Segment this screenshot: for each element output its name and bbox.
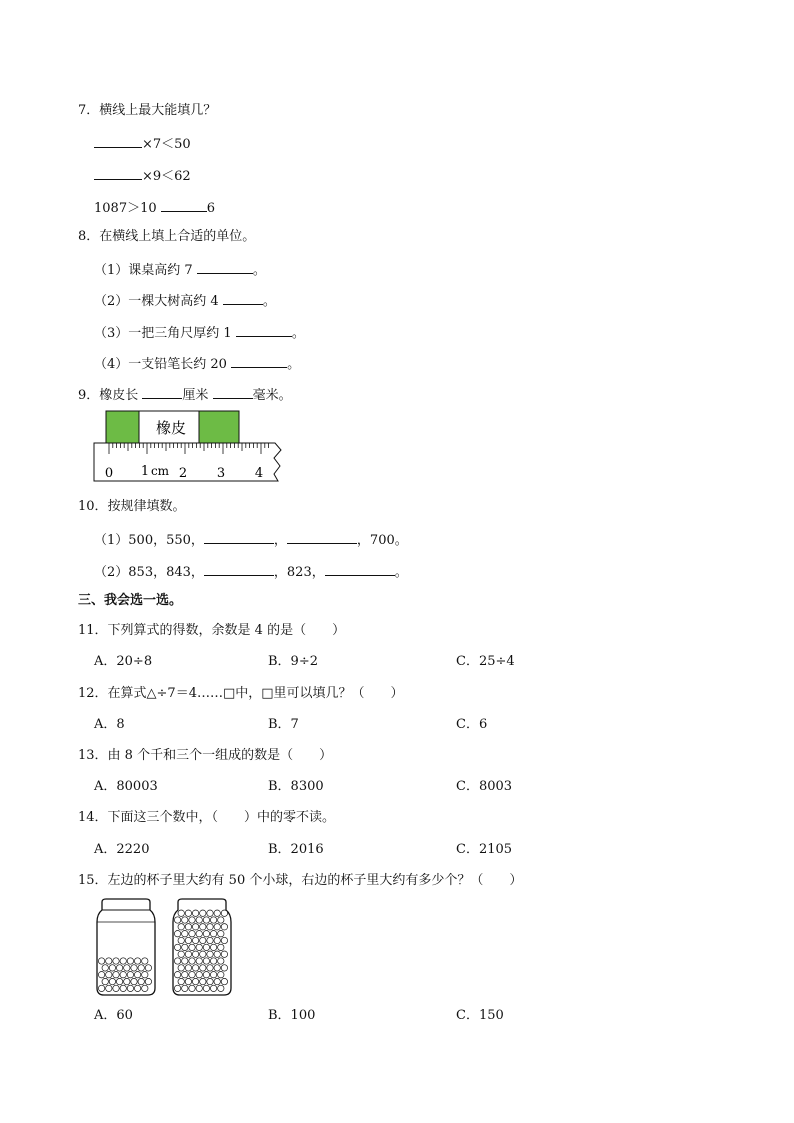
- ball: [210, 958, 216, 964]
- q12-option-b[interactable]: B．7: [268, 717, 299, 732]
- ball: [113, 972, 119, 978]
- ball: [127, 972, 133, 978]
- q12-option-a[interactable]: A．8: [94, 717, 125, 732]
- ball: [203, 917, 209, 923]
- ruler-label-4: 4: [254, 466, 264, 481]
- q8-item-1: [94, 259, 266, 280]
- ball: [182, 958, 188, 964]
- ball: [218, 985, 224, 991]
- ball: [120, 972, 126, 978]
- ball: [124, 965, 130, 971]
- ball: [178, 910, 184, 916]
- q9-unit-cm: 厘米: [182, 388, 209, 403]
- q11-option-c[interactable]: C．25÷4: [456, 654, 515, 669]
- q14-option-c[interactable]: C．2105: [456, 842, 513, 857]
- ball: [192, 910, 198, 916]
- q7-title: 7．横线上最大能填几？: [78, 103, 217, 118]
- answer-blank[interactable]: [94, 165, 142, 180]
- left-jar-figure: [92, 898, 160, 998]
- q14-option-a[interactable]: A．2220: [94, 842, 150, 857]
- q10-row-1: [94, 529, 408, 550]
- ball: [185, 937, 191, 943]
- ball: [178, 937, 184, 943]
- ball: [218, 958, 224, 964]
- q10-row-2-pre: （2）853，843，: [94, 565, 204, 580]
- ball: [134, 985, 140, 991]
- eraser-label: 橡皮: [155, 419, 187, 437]
- answer-blank[interactable]: [287, 529, 357, 544]
- ball: [196, 985, 202, 991]
- ruler-label-2: 2: [178, 466, 188, 481]
- ball: [134, 958, 140, 964]
- q15-option-c[interactable]: C．150: [456, 1008, 504, 1023]
- left-jar-balls: [98, 958, 151, 992]
- ball: [200, 937, 206, 943]
- ball: [106, 972, 112, 978]
- q7-row-3-pre: 1087＞10: [94, 201, 157, 216]
- ball: [221, 910, 227, 916]
- ball: [102, 978, 108, 984]
- ball: [214, 965, 220, 971]
- ball: [214, 924, 220, 930]
- answer-blank[interactable]: [204, 561, 274, 576]
- ball: [218, 917, 224, 923]
- ball: [207, 910, 213, 916]
- ball: [200, 910, 206, 916]
- ruler-label-cm: cm: [150, 464, 170, 478]
- ball: [185, 910, 191, 916]
- ruler-label-1: 1: [140, 464, 150, 479]
- ball: [185, 965, 191, 971]
- q8-item-end: 。: [287, 357, 301, 372]
- ball: [189, 917, 195, 923]
- ball: [207, 965, 213, 971]
- ball: [106, 985, 112, 991]
- ball: [189, 931, 195, 937]
- answer-blank[interactable]: [142, 384, 182, 399]
- ball: [189, 985, 195, 991]
- ball: [142, 958, 148, 964]
- answer-blank[interactable]: [213, 384, 253, 399]
- ball: [196, 972, 202, 978]
- q7-row-3: [94, 197, 215, 218]
- ball: [174, 985, 180, 991]
- ball: [210, 972, 216, 978]
- ball: [109, 978, 115, 984]
- ruler-label-3: 3: [216, 466, 226, 481]
- ball: [221, 937, 227, 943]
- ball: [203, 958, 209, 964]
- ball: [189, 972, 195, 978]
- ball: [192, 937, 198, 943]
- q13-option-c[interactable]: C．8003: [456, 779, 513, 794]
- ball: [203, 944, 209, 950]
- ball: [196, 944, 202, 950]
- ball: [210, 917, 216, 923]
- eraser-right-green: [199, 411, 239, 443]
- q8-item-2: [94, 290, 276, 311]
- ball: [134, 972, 140, 978]
- ball: [192, 924, 198, 930]
- ball: [174, 931, 180, 937]
- q7-row-1: [94, 133, 191, 154]
- ball: [200, 978, 206, 984]
- ruler-body: [94, 443, 281, 481]
- q11-option-b[interactable]: B．9÷2: [268, 654, 318, 669]
- q13-option-a[interactable]: A．80003: [94, 779, 158, 794]
- q10-row-1-sep: ，: [273, 533, 287, 548]
- ball: [182, 985, 188, 991]
- ball: [116, 978, 122, 984]
- q8-item-end: 。: [291, 326, 305, 341]
- ball: [98, 972, 104, 978]
- ball: [113, 985, 119, 991]
- q8-item-end: 。: [262, 294, 276, 309]
- right-jar-figure: [168, 898, 236, 998]
- ball: [116, 965, 122, 971]
- q9-title: [78, 384, 292, 405]
- ball: [196, 958, 202, 964]
- q8-item-4: [94, 353, 300, 374]
- ball: [207, 978, 213, 984]
- ball: [98, 985, 104, 991]
- ball: [127, 958, 133, 964]
- ball: [221, 951, 227, 957]
- q10-row-1-end: ，700。: [356, 533, 408, 548]
- ball: [189, 958, 195, 964]
- q15-title: 15．左边的杯子里大约有 50 个小球，右边的杯子里大约有多少个？（ ）: [78, 873, 523, 888]
- ball: [113, 958, 119, 964]
- answer-blank[interactable]: [94, 133, 142, 148]
- ball: [174, 958, 180, 964]
- ball: [218, 944, 224, 950]
- q10-row-2-end: 。: [394, 565, 408, 580]
- ball: [192, 951, 198, 957]
- q10-title: 10．按规律填数。: [78, 499, 186, 514]
- q8-item-end: 。: [252, 263, 266, 278]
- ball: [203, 985, 209, 991]
- ball: [200, 965, 206, 971]
- q11-title: 11．下列算式的得数，余数是 4 的是（ ）: [78, 623, 346, 638]
- ball: [178, 978, 184, 984]
- ball: [145, 965, 151, 971]
- ball: [207, 937, 213, 943]
- ball: [196, 931, 202, 937]
- ball: [138, 978, 144, 984]
- ball: [221, 978, 227, 984]
- q7-row-1-text: ×7＜50: [142, 137, 191, 152]
- q8-item-3: [94, 322, 305, 343]
- q8-title: 8．在横线上填上合适的单位。: [78, 229, 256, 244]
- q10-row-1-pre: （1）500，550，: [94, 533, 204, 548]
- ball: [218, 972, 224, 978]
- answer-blank[interactable]: [223, 290, 263, 305]
- q12-title: 12．在算式△÷7＝4……□中，□里可以填几？（ ）: [78, 686, 404, 701]
- ball: [200, 924, 206, 930]
- ball: [124, 978, 130, 984]
- ball: [182, 944, 188, 950]
- ball: [131, 965, 137, 971]
- ball: [203, 931, 209, 937]
- q15-option-a[interactable]: A．60: [94, 1008, 133, 1023]
- q8-item-text: （4）一支铅笔长约 20: [94, 357, 227, 372]
- ball: [192, 965, 198, 971]
- ball: [102, 965, 108, 971]
- answer-blank[interactable]: [231, 353, 287, 368]
- q9-title-text: 9．橡皮长: [78, 388, 139, 403]
- answer-blank[interactable]: [236, 322, 292, 337]
- ball: [178, 951, 184, 957]
- ball: [142, 972, 148, 978]
- ruler-label-0: 0: [104, 466, 114, 481]
- ball: [182, 917, 188, 923]
- q8-item-text: （1）课桌高约 7: [94, 263, 193, 278]
- ball: [109, 965, 115, 971]
- ball: [200, 951, 206, 957]
- q8-item-text: （2）一棵大树高约 4: [94, 294, 219, 309]
- ball: [196, 917, 202, 923]
- ball: [189, 944, 195, 950]
- q8-item-text: （3）一把三角尺厚约 1: [94, 326, 232, 341]
- ball: [178, 924, 184, 930]
- ball: [178, 965, 184, 971]
- ball: [145, 978, 151, 984]
- ball: [214, 937, 220, 943]
- ball: [214, 951, 220, 957]
- ball: [182, 972, 188, 978]
- ball: [185, 951, 191, 957]
- ball: [142, 985, 148, 991]
- ball: [218, 931, 224, 937]
- ruler-eraser-figure: [92, 408, 287, 484]
- ball: [192, 978, 198, 984]
- ball: [207, 951, 213, 957]
- ball: [174, 944, 180, 950]
- ball: [185, 978, 191, 984]
- q7-row-3-post: 6: [206, 201, 216, 216]
- ball: [174, 972, 180, 978]
- ball: [120, 958, 126, 964]
- q15-option-b[interactable]: B．100: [268, 1008, 316, 1023]
- ball: [210, 931, 216, 937]
- q14-option-b[interactable]: B．2016: [268, 842, 324, 857]
- q11-option-a[interactable]: A．20÷8: [94, 654, 153, 669]
- ball: [185, 924, 191, 930]
- ball: [203, 972, 209, 978]
- ball: [210, 944, 216, 950]
- q12-option-c[interactable]: C．6: [456, 717, 488, 732]
- ball: [210, 985, 216, 991]
- ball: [106, 958, 112, 964]
- eraser-left-green: [106, 411, 139, 443]
- answer-blank[interactable]: [197, 259, 253, 274]
- q10-row-2-sep: ，823，: [273, 565, 325, 580]
- q14-title: 14．下面这三个数中，（ ）中的零不读。: [78, 810, 336, 825]
- answer-blank[interactable]: [204, 529, 274, 544]
- ball: [182, 931, 188, 937]
- ball: [207, 924, 213, 930]
- ball: [221, 965, 227, 971]
- ball: [98, 958, 104, 964]
- ball: [131, 978, 137, 984]
- q7-row-2-text: ×9＜62: [142, 169, 191, 184]
- ball: [214, 910, 220, 916]
- ball: [138, 965, 144, 971]
- answer-blank[interactable]: [161, 197, 207, 212]
- ball: [214, 978, 220, 984]
- q7-row-2: [94, 165, 191, 186]
- q13-title: 13．由 8 个千和三个一组成的数是（ ）: [78, 748, 333, 763]
- q10-row-2: [94, 561, 408, 582]
- ball: [120, 985, 126, 991]
- q13-option-b[interactable]: B．8300: [268, 779, 324, 794]
- section-3-title: 三、我会选一选。: [78, 593, 183, 608]
- ball: [221, 924, 227, 930]
- ball: [174, 917, 180, 923]
- answer-blank[interactable]: [325, 561, 395, 576]
- q9-unit-mm: 毫米。: [252, 388, 292, 403]
- ball: [127, 985, 133, 991]
